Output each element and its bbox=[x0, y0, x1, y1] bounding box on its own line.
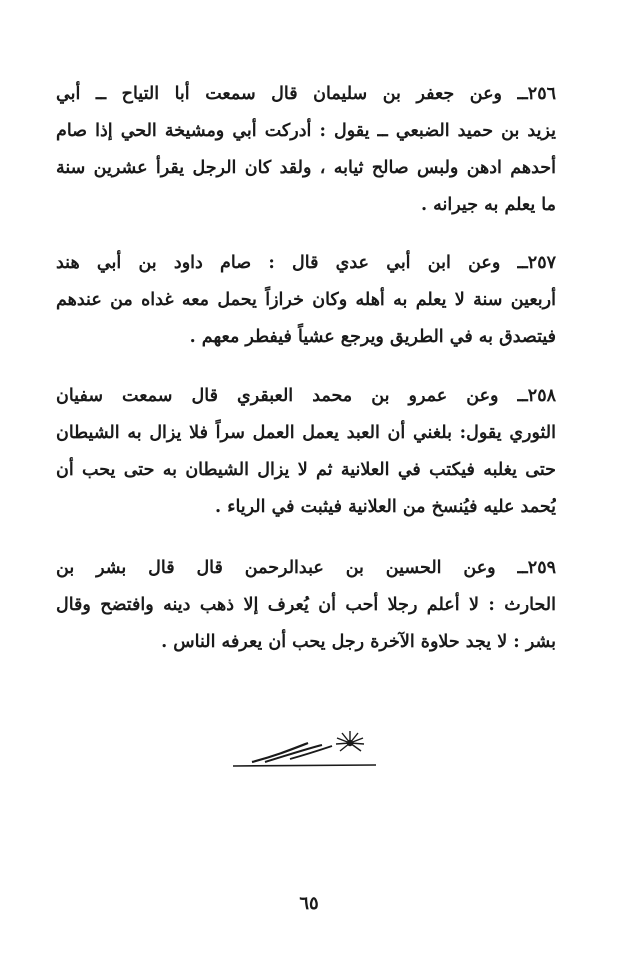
text-line: فيتصدق به في الطريق ويرجع عشياً فيفطر معهم . bbox=[189, 327, 556, 347]
text-line: حتى يغلبه فيكتب في العلانية ثم لا يزال الشيطان به حتى يحب أن bbox=[56, 460, 556, 480]
text-line: يزيد بن حميد الضبعي ــ يقول : أدركت أبي ومشيخة الحي إذا صام bbox=[56, 121, 556, 141]
paragraph-256 bbox=[56, 76, 556, 224]
paragraph-259 bbox=[56, 550, 556, 661]
text-line: بشر : لا يجد حلاوة الآخرة رجل يحب أن يعرفه الناس . bbox=[161, 632, 556, 652]
text-line: ما يعلم به جيرانه . bbox=[420, 195, 556, 215]
text-line: ٢٥٩ــ وعن الحسين بن عبدالرحمن قال قال بشر بن bbox=[56, 558, 556, 578]
text-line: ٢٥٦ــ وعن جعفر بن سليمان قال سمعت أبا التياح ــ أبي bbox=[56, 84, 556, 104]
page-number: ٦٥ bbox=[299, 893, 319, 914]
text-line: يُحمد عليه فيُنسخ من العلانية فيثبت في الرياء . bbox=[215, 497, 556, 517]
text-line: ٢٥٧ــ وعن ابن أبي عدي قال : صام داود بن أبي هند bbox=[56, 253, 556, 273]
text-line: ٢٥٨ــ وعن عمرو بن محمد العبقري قال سمعت سفيان bbox=[56, 386, 556, 406]
floral-divider-icon bbox=[230, 726, 380, 772]
paragraph-258 bbox=[56, 378, 556, 526]
text-line: الثوري يقول: بلغني أن العبد يعمل العمل سراً فلا يزال به الشيطان bbox=[56, 423, 556, 443]
text-line: أحدهم ادهن ولبس صالح ثيابه ، ولقد كان الرجل يقرأ عشرين سنة bbox=[56, 158, 556, 178]
paragraph-257 bbox=[56, 245, 556, 356]
text-line: الحارث : لا أعلم رجلا أحب أن يُعرف إلا ذهب دينه وافتضح وقال bbox=[56, 595, 556, 615]
text-line: أربعين سنة لا يعلم به أهله وكان خرازاً يحمل معه غداه من عندهم bbox=[56, 290, 556, 310]
